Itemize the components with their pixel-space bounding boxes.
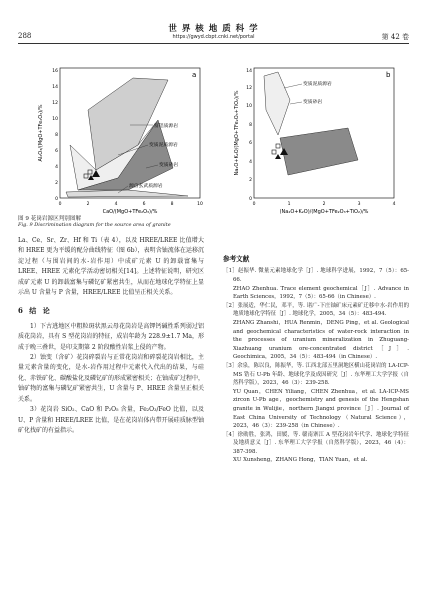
- ytick: 2: [249, 178, 252, 183]
- xtick: 6: [142, 202, 146, 207]
- xtick: 2: [322, 202, 326, 207]
- field-basaltic: [66, 190, 188, 197]
- ytick: 6: [55, 149, 58, 154]
- journal-url[interactable]: https://gwyd.cbpt.cnki.net/portal: [172, 34, 255, 40]
- ytick: 12: [52, 101, 58, 106]
- leader-line: [284, 84, 302, 88]
- reference-number: ［1］: [223, 268, 238, 275]
- leader-line: [290, 102, 302, 104]
- ytick: 14: [52, 85, 58, 90]
- ytick: 16: [52, 69, 58, 74]
- reference-text: 余泉，陈以良，陈振华，等. 江西北部五里洞地区横山花岗岩的 LA-ICP-MS 锆石 U-Pb 年龄、地球化学及成因研究［J］. 东华理工大学学报（自然科学版），2023，46（3）：239-258.: [233, 362, 409, 387]
- panel-a: [18, 50, 218, 215]
- xtick: 0: [252, 202, 256, 207]
- figure-caption-cn: 图 9 花岗岩源区判别图解: [18, 216, 82, 222]
- reference-text: 张展适，华仁民，邓平，等. 诸广-下庄铀矿床元素矿迁移中水-岩作用的地质地球化学特征［J］. 地球化学，2005，34（5）：483-494.: [233, 302, 409, 318]
- ytick: 14: [246, 69, 252, 74]
- reference-item: ZHAO Zhenhua. Trace element geochemical［J］. Advance in Earth Sciences，1992，7（5）：65-66（in Chinese）.: [233, 285, 409, 301]
- ytick: 12: [246, 86, 252, 91]
- references-title: 参考文献: [223, 255, 250, 263]
- section-title-conclusions: 6 结 论: [18, 306, 52, 316]
- panel-a-label: a: [192, 71, 197, 79]
- journal-title: 世 界 核 地 质 科 学: [168, 24, 259, 34]
- panel-b-xticks: [253, 201, 396, 207]
- volume-number: 第 42 卷: [381, 33, 409, 41]
- xtick: 1: [287, 202, 291, 207]
- panel-b-yticks: [246, 68, 252, 202]
- ytick: 0: [249, 197, 252, 202]
- field-label-high-al: 富铝质源岩: [154, 124, 178, 129]
- field-metagreywacke-b: [280, 128, 358, 175]
- panel-b-label: b: [386, 71, 391, 79]
- body-paragraph: La、Ce、Sr、Zr、Hf 和 Ti（表 4），以及 HREE/LREE 比值增大和 HREE 更为平缓的配分曲线特征（图 6b），表明含铀流体在运移沉淀过程（与围岩间的水-岩作用）中成矿元素 U 的卸载富集与 LREE、HREE 元素化学活动密切相关[14]。上述特征说明，研究区成矿元素 U 的卸载富集与磷钇矿紧密共生，从而在地球化学特征上显示出 U 含量与 P 含量，HREE/LREE 比值呈正相关关系。: [18, 237, 204, 297]
- reference-item: [223, 362, 409, 388]
- panel-a-xlabel: CaO/(MgO+TFe₂O₃)/%: [102, 209, 158, 215]
- reference-text: 赵振华. 微量元素地球化学［J］. 地球科学进展，1992，7（5）：65-66.: [233, 268, 410, 283]
- panel-a-ylabel: Al₂O₃/(MgO+TFe₂O₃)/%: [38, 104, 44, 162]
- ytick: 10: [246, 104, 252, 109]
- sample-square: [272, 150, 276, 154]
- conclusion-1: 1）下古逃地区中粗粒斑状黑云母花岗岩是高钾钙碱性系列弱过铝质花岗岩，具有 S 型花岗岩的特征，成岩年龄为 228.9±1.7 Ma，形成于晚三叠世，是印支期第 2 阶段酸性岩浆上侵的产物。: [18, 322, 204, 351]
- reference-item: [223, 267, 409, 284]
- references-column: [223, 254, 409, 465]
- page-header: [0, 0, 427, 44]
- ytick: 6: [249, 141, 252, 146]
- xtick: 8: [170, 202, 174, 207]
- ytick: 2: [55, 181, 58, 186]
- sample-square: [276, 144, 280, 148]
- reference-item: YU Quan，CHEN Yiliang，CHEN Zhenhua，et al. LA-ICP-MS zircon U-Pb age，geochemistry and genesis of the Hengshan granite in Wulijie，northern Jiangxi province［J］. Journal of East China University of Technology（Natural Science），2023，46（3）：239-258（in Chinese）.: [233, 388, 409, 430]
- panel-a-xticks: [59, 201, 203, 207]
- reference-number: ［3］: [223, 362, 238, 369]
- xtick: 4: [114, 202, 118, 207]
- reference-item: [223, 431, 409, 457]
- conclusion-2: 2）蚀变（含矿）花岗碎裂岩与正常花岗岩和碎裂花岗岩相比，主量元素含量的变化，是水-岩作用过程中元素代入代出的结果，与硅化、赤铁矿化、碳酸盐化及磷钇矿的形成紧密相关；在铀成矿过程中，铀矿物的富集与磷钇矿紧密共生，U 含量与 P、HREE 含量呈正相关关系。: [18, 354, 205, 403]
- field-label-metagreywacke: 变质砂岩: [159, 163, 179, 168]
- ytick: 0: [55, 197, 58, 202]
- field-label-metapelite-b: 变质泥质源岩: [303, 82, 332, 87]
- panel-b-xlabel: (Na₂O+K₂O)/(MgO+TFe₂O₃+TiO₂)/%: [279, 209, 369, 215]
- reference-number: ［2］: [223, 302, 238, 309]
- header-rule: [18, 43, 409, 44]
- ytick: 4: [55, 165, 58, 170]
- ytick: 8: [249, 123, 252, 128]
- left-column: [18, 236, 204, 436]
- panel-a-yticks: [52, 68, 58, 202]
- sample-triangle: [275, 154, 281, 159]
- reference-text: 徐勋胜，张鸿，田媛，等. 赣南寨江 A 型花岗岩年代学、地球化学特征及地质意义［J］. 东华理工大学学报（自然科学版），2023，46（4）：387-398.: [233, 431, 410, 455]
- panel-b: [218, 50, 409, 215]
- xtick: 10: [197, 202, 203, 207]
- field-label-metagreywacke-b: 变质砂岩: [303, 100, 323, 105]
- conclusion-3: 3）花岗岩 SiO₂、CaO 和 P₂O₅ 含量，Fe₂O₃/FeO 比值，以及 U、P 含量和 HREE/LREE 比值，是在花岗岩体内带开展硅质脉型铀矿化找矿的有益指示。: [18, 406, 204, 434]
- ytick: 10: [52, 117, 58, 122]
- xtick: 2: [86, 202, 90, 207]
- field-label-basaltic: 源自玄武质源岩: [129, 184, 163, 189]
- page-number: 288: [18, 32, 32, 40]
- xtick: 3: [357, 202, 361, 207]
- panel-b-ylabel: Na₂O+K₂O/(MgO+TFe₂O₃+TiO₂)/%: [234, 90, 240, 176]
- field-label-metapelite: 变质泥质源岩: [149, 143, 178, 148]
- ytick: 4: [249, 160, 252, 165]
- figure-9: [18, 50, 409, 220]
- reference-item: ZHANG Zhanshi，HUA Renmin，DENG Ping，et al. Geological and geochemical characteristics of water-rock interaction in the processes of uranium mineralization in Zhuguang-Xiazhuang uranium ore-concentrated district［J］. Geochimica，2005，34（5）：483-494（in Chinese）.: [233, 319, 409, 361]
- xtick: 0: [58, 202, 62, 207]
- reference-item: XU Xunsheng，ZHANG Hong，TIAN Yuan，et al.: [233, 457, 368, 464]
- xtick: 4: [392, 202, 396, 207]
- figure-caption-en: Fig. 9 Discrimination diagram for the source area of granite: [18, 222, 171, 228]
- field-metapelite-b: [264, 72, 290, 135]
- reference-item: [223, 302, 409, 319]
- ytick: 8: [55, 133, 58, 138]
- reference-number: ［4］: [223, 431, 238, 438]
